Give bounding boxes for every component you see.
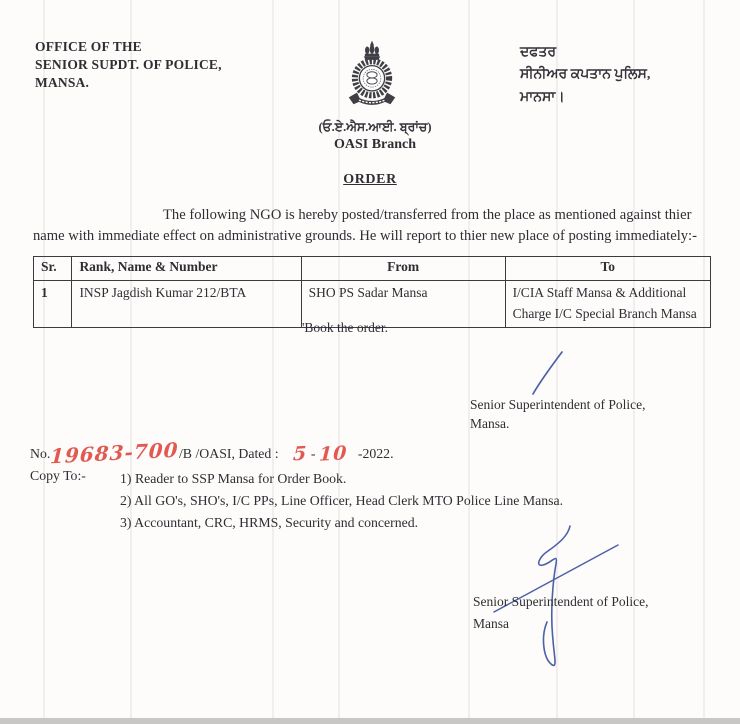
- order-body-paragraph: The following NGO is hereby posted/transferred from the place as mentioned against thier name with immediate effect on administrative grounds. He will report to thier new place of posting immediately:-: [33, 207, 697, 244]
- signatory-title-line: Senior Superintendent of Police,: [473, 594, 649, 609]
- scan-fold-line: [130, 0, 132, 724]
- date-year: -2022.: [357, 446, 394, 461]
- signatory-title-block-1: [470, 396, 645, 433]
- cell-to: I/CIA Staff Mansa & Additional Charge I/C Special Branch Mansa: [505, 281, 710, 328]
- table-header-row: [34, 257, 711, 281]
- signature-stroke-icon: [523, 348, 573, 398]
- scan-edge-strip: [0, 718, 740, 724]
- reference-suffix: /B /OASI, Dated :: [178, 446, 279, 461]
- scan-fold-line: [43, 0, 45, 724]
- signatory-title-line: Mansa.: [470, 415, 510, 431]
- column-header-from: From: [301, 257, 505, 281]
- office-line: OFFICE OF THE: [35, 39, 142, 54]
- date-separator: -: [310, 446, 316, 461]
- office-line: MANSA.: [35, 74, 90, 90]
- handwritten-day: 5: [292, 442, 308, 466]
- branch-name-punjabi: (ਓ.ਏ.ਐਸ.ਆਈ. ਬ੍ਰਾਂਚ): [318, 120, 432, 134]
- transfer-table: [33, 256, 711, 328]
- punjabi-line: ਸੀਨੀਅਰ ਕਪਤਾਨ ਪੁਲਿਸ,: [520, 67, 651, 83]
- cell-rank-name-number: INSP Jagdish Kumar 212/BTA: [72, 281, 301, 328]
- copy-to-label: Copy To:-: [30, 468, 86, 483]
- cell-from: SHO PS Sadar Mansa: [301, 281, 505, 328]
- office-line: SENIOR SUPDT. OF POLICE,: [35, 56, 222, 72]
- branch-name-english: OASI Branch: [333, 137, 417, 152]
- scan-fold-line: [468, 0, 470, 724]
- scan-fold-line: [272, 0, 274, 724]
- signatory-title-block-2: [473, 591, 648, 634]
- handwritten-number: 19683-700: [49, 437, 180, 469]
- order-heading: ORDER: [343, 172, 397, 187]
- signatory-title-line: Mansa: [473, 615, 509, 631]
- no-label: No.: [30, 446, 51, 461]
- cell-sr: 1: [34, 281, 72, 328]
- column-header-to: To: [505, 257, 710, 281]
- office-address-punjabi-block: [520, 42, 650, 109]
- signatory-title-line: Senior Superintendent of Police,: [470, 397, 646, 412]
- punjab-police-crest-icon: [337, 40, 407, 122]
- handwritten-month: 10: [318, 442, 349, 466]
- book-the-order-note: 'Book the order.: [301, 320, 389, 335]
- column-header-sr: Sr.: [34, 257, 72, 281]
- punjabi-line: ਮਾਨਸਾ।: [520, 89, 565, 105]
- copy-to-item: 2) All GO's, SHO's, I/C PPs, Line Officer, Head Clerk MTO Police Line Mansa.: [120, 492, 564, 508]
- punjabi-line: ਦਫਤਰ: [520, 45, 557, 60]
- reference-number-line: [30, 437, 394, 469]
- scan-fold-line: [703, 0, 705, 724]
- copy-to-item: 1) Reader to SSP Mansa for Order Book.: [120, 471, 347, 486]
- column-header-rank: Rank, Name & Number: [72, 257, 301, 281]
- office-address-block: [35, 38, 222, 91]
- copy-to-item: 3) Accountant, CRC, HRMS, Security and concerned.: [120, 514, 419, 530]
